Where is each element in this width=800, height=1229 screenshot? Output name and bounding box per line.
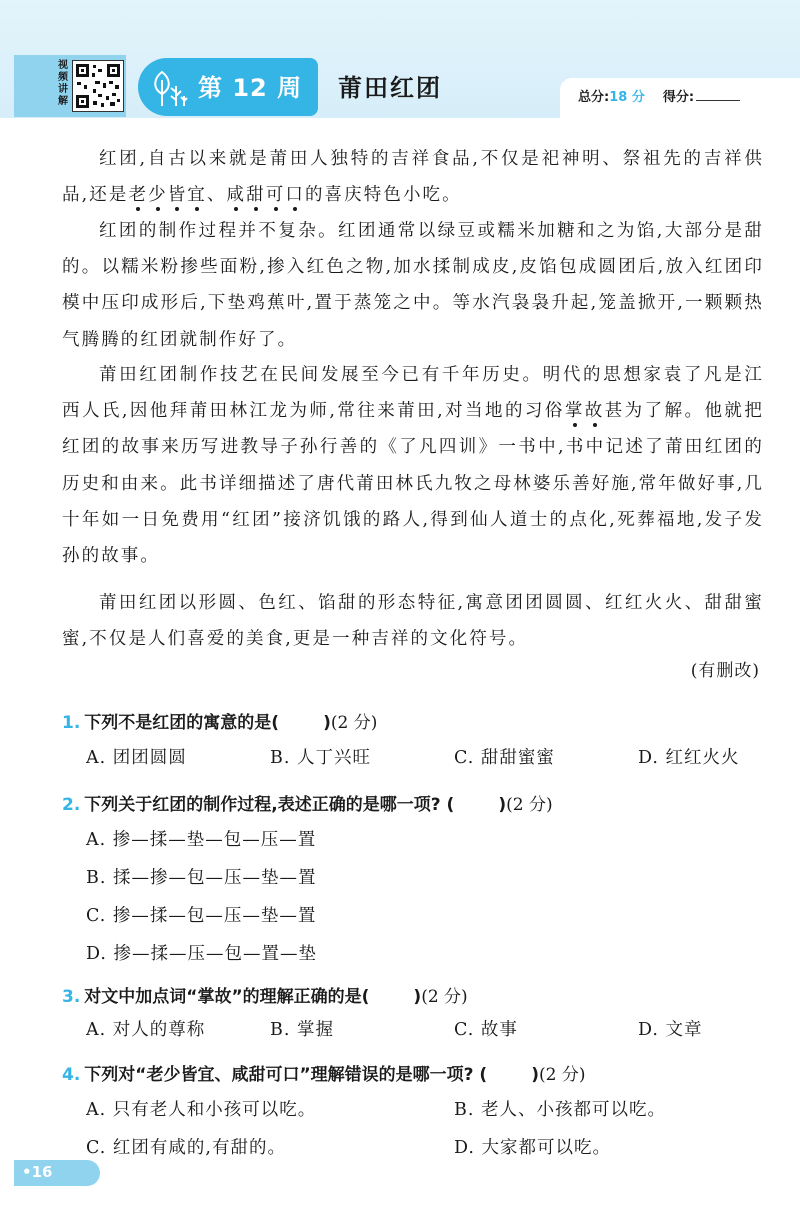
score-line — [578, 86, 740, 105]
q4-option-c[interactable]: C. 红团有咸的,有甜的。 — [86, 1138, 286, 1158]
passage-paragraph-1: 红团,自古以来就是莆田人独特的吉祥食品,不仅是祀神明、祭祖先的吉祥供品,还是老少皆宜、咸甜可口的喜庆特色小吃。 — [62, 149, 764, 206]
source-note: (有删改) — [690, 661, 760, 681]
total-score-label: 总分: — [578, 90, 610, 105]
q4-option-a[interactable]: A. 只有老人和小孩可以吃。 — [86, 1100, 317, 1120]
week-title: 第 12 周 — [198, 74, 303, 102]
question-2: 2. 下列关于红团的制作过程,表述正确的是哪一项? ( )(2 分) — [62, 795, 553, 815]
total-score-value: 18 分 — [609, 90, 645, 105]
dotted-phrase-2: 咸甜可口 — [226, 185, 305, 206]
tree-icon — [150, 70, 190, 108]
dotted-word: 掌故 — [564, 401, 605, 422]
q3-option-a[interactable]: A. 对人的尊称 — [86, 1020, 206, 1040]
q1-option-c[interactable]: C. 甜甜蜜蜜 — [454, 748, 555, 768]
q4-option-b[interactable]: B. 老人、小孩都可以吃。 — [454, 1100, 666, 1120]
q1-option-b[interactable]: B. 人丁兴旺 — [270, 748, 371, 768]
q2-option-b[interactable]: B. 揉—掺—包—压—垫—置 — [86, 868, 317, 888]
qr-code-icon[interactable] — [72, 60, 124, 112]
question-1: 1. 下列不是红团的寓意的是( )(2 分) — [62, 713, 378, 733]
q2-option-c[interactable]: C. 掺—揉—包—压—垫—置 — [86, 906, 317, 926]
lesson-title: 莆田红团 — [338, 74, 442, 102]
question-4: 4. 下列对“老少皆宜、咸甜可口”理解错误的是哪一项? ( )(2 分) — [62, 1065, 586, 1085]
q1-option-d[interactable]: D. 红红火火 — [638, 748, 740, 768]
got-score-label: 得分: — [662, 90, 695, 105]
q3-option-b[interactable]: B. 掌握 — [270, 1020, 334, 1040]
passage-paragraph-2: 红团的制作过程并不复杂。红团通常以绿豆或糯米加糖和之为馅,大部分是甜的。以糯米粉掺些面粉,掺入红色之物,加水揉制成皮,皮馅包成圆团后,放入红团印模中压印成形后,下垫鸡蕉叶,置于蒸笼之中。等水汽袅袅升起,笼盖掀开,一颗颗热气腾腾的红团就制作好了。 — [62, 221, 764, 350]
qr-label: 视频讲解 — [58, 60, 68, 107]
q2-option-d[interactable]: D. 掺—揉—压—包—置—垫 — [86, 944, 318, 964]
question-3: 3. 对文中加点词“掌故”的理解正确的是( )(2 分) — [62, 987, 468, 1007]
page-number: •16 — [22, 1163, 53, 1181]
q3-option-c[interactable]: C. 故事 — [454, 1020, 518, 1040]
q2-option-a[interactable]: A. 掺—揉—垫—包—压—置 — [86, 830, 317, 850]
passage-paragraph-4: 莆田红团以形圆、色红、馅甜的形态特征,寓意团团圆圆、红红火火、甜甜蜜蜜,不仅是人们喜爱的美食,更是一种吉祥的文化符号。 — [62, 593, 764, 650]
q4-option-d[interactable]: D. 大家都可以吃。 — [454, 1138, 612, 1158]
q1-option-a[interactable]: A. 团团圆圆 — [86, 748, 187, 768]
q3-option-d[interactable]: D. 文章 — [638, 1020, 703, 1040]
dotted-phrase-1: 老少皆宜 — [128, 185, 207, 206]
got-score-blank[interactable] — [696, 100, 740, 101]
passage-paragraph-3: 莆田红团制作技艺在民间发展至今已有千年历史。明代的思想家袁了凡是江西人氏,因他拜莆田林江龙为师,常往来莆田,对当地的习俗掌故甚为了解。他就把红团的故事来历写进教导子孙行善的《了凡四训》一书中,书中记述了莆田红团的历史和由来。此书详细描述了唐代莆田林氏九牧之母林婆乐善好施,常年做好事,几十年如一日免费用“红团”接济饥饿的路人,得到仙人道士的点化,死葬福地,发子发孙的故事。 — [62, 365, 764, 567]
